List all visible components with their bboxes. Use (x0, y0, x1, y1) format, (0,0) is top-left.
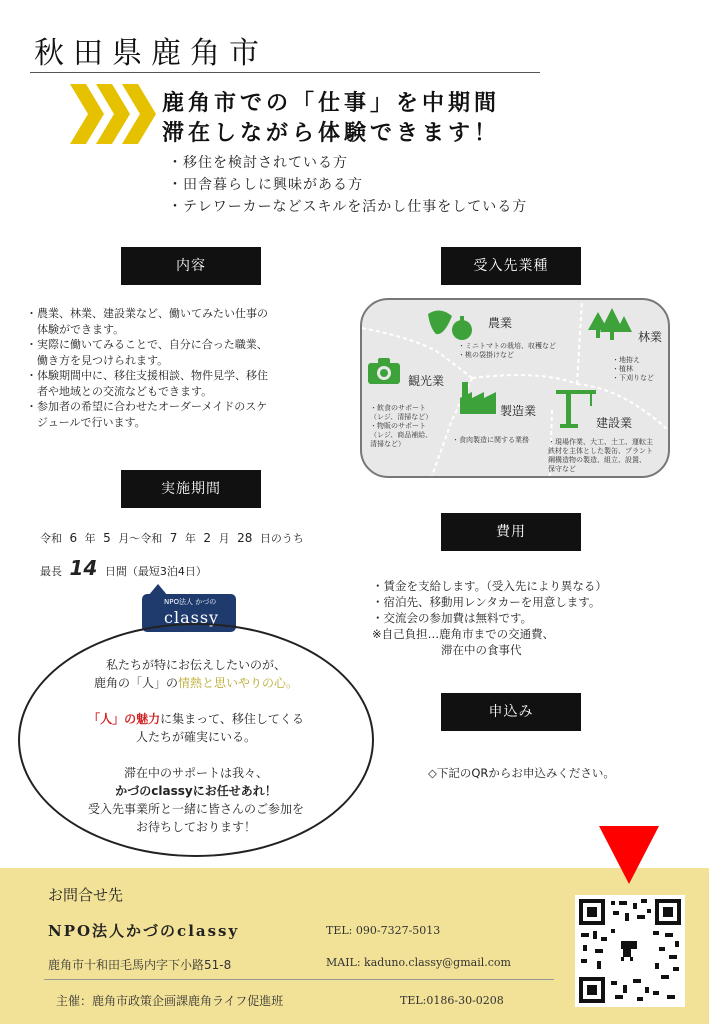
crane-icon (556, 386, 596, 428)
forestry-name: 林業 (638, 330, 663, 344)
message-line: 私たちが特にお伝えしたいのが、 (105, 658, 286, 672)
message-highlight: 情熱と思いやりの心。 (178, 676, 299, 690)
tourism-note: （レジ、商品補給、 (370, 431, 433, 439)
message-segment: に集まって、移住してくる (160, 712, 304, 726)
agriculture-notes (458, 342, 556, 360)
down-arrow-icon (599, 826, 659, 884)
contact-address: 鹿角市十和田毛馬内字下小路51-8 (48, 958, 232, 972)
message-line: 人たちが確実にいる。 (135, 730, 256, 744)
message-line: 滞在中のサポートは我々、 (123, 766, 268, 780)
period-unit: 年 (184, 532, 196, 545)
message-line (40, 710, 352, 728)
construction-note: 保守など (548, 465, 576, 473)
tourism-notes (370, 404, 432, 449)
apply-label: 申込み (441, 693, 581, 731)
tourism-note: 清掃など） (370, 440, 405, 448)
period-year-end: 7 (169, 531, 178, 545)
period-year-start: 6 (69, 531, 78, 545)
longest-prefix: 最長 (40, 565, 62, 578)
cost-line: ※自己負担…鹿角市までの交通費、 (372, 627, 555, 641)
logo-small-text: NPO法人 かづの (164, 598, 217, 606)
cost-line: ・賃金を支給します。（受入先により異なる） (372, 579, 607, 593)
message-line: お待ちしております！ (135, 820, 256, 834)
qr-code[interactable] (575, 895, 685, 1007)
cost-label: 費用 (441, 513, 581, 551)
manufacturing-note: ・食肉製造に関する業務 (452, 436, 529, 444)
period-label: 実施期間 (121, 470, 261, 508)
industries-label: 受入先業種 (441, 247, 581, 285)
period-month-end: 2 (203, 531, 212, 545)
forestry-notes (612, 356, 654, 383)
content-line: 者や地域との交流などもできます。 (26, 384, 213, 398)
message-spacer (40, 692, 352, 710)
content-text (26, 306, 346, 430)
construction-note: ・現場作業、大工、土工、運転主 (548, 438, 653, 446)
factory-icon (460, 382, 496, 414)
longest-days: 14 (69, 556, 98, 580)
content-line: ・農業、林業、建設業など、働いてみたい仕事の (26, 307, 268, 320)
tourism-note: ・物販のサポート (370, 422, 426, 430)
manufacturing-name: 製造業 (500, 404, 537, 418)
longest-suffix: 日間（最短3泊4日） (104, 565, 207, 578)
agriculture-note: ・桃の袋掛けなど (458, 351, 514, 359)
message-segment: 鹿角の「人」の (93, 676, 178, 690)
agriculture-name: 農業 (488, 316, 513, 330)
message-text (40, 656, 352, 836)
cost-line: ・宿泊先、移動用レンタカーを用意します。 (372, 595, 601, 609)
construction-name: 建設業 (596, 416, 633, 430)
headline (162, 88, 500, 148)
target-list (168, 152, 527, 218)
headline-line-1: 鹿角市での「仕事」を中期間 (162, 90, 501, 116)
content-label: 内容 (121, 247, 261, 285)
period-month-start: 5 (103, 531, 111, 545)
chevron-right-icon (70, 84, 156, 144)
sponsor-tel: TEL:0186-30-0208 (400, 994, 504, 1007)
cost-text (372, 578, 692, 658)
content-line: 体験ができます。 (26, 322, 125, 336)
agriculture-note: ・ミニトマトの栽培、収穫など (458, 342, 556, 350)
content-line: ジュールで行います。 (26, 415, 146, 429)
forestry-note: ・地拵え (612, 356, 640, 364)
footer-divider (44, 979, 554, 980)
content-line: 働き方を見つけられます。 (26, 353, 169, 367)
construction-note: 鋼構造物の製造、組立、設置、 (548, 456, 646, 464)
title-underline (30, 72, 540, 73)
manufacturing-notes (452, 436, 529, 445)
construction-note: 鉄材を主体とした製缶、プラント (548, 447, 653, 455)
construction-notes (548, 438, 653, 474)
cost-line: 滞在中の食事代 (372, 643, 522, 657)
sponsor: 主催：鹿角市政策企画課鹿角ライフ促進班 (56, 994, 284, 1008)
organization-name: NPO法人かづのclassy (48, 922, 240, 940)
message-line: かづのclassyにお任せあれ！ (115, 784, 277, 798)
target-item: ・テレワーカーなどスキルを活かし仕事をしている方 (168, 199, 528, 215)
contact-tel: TEL: 090-7327-5013 (326, 924, 441, 937)
page-title: 秋田県鹿角市 (34, 36, 268, 71)
forestry-note: ・下刈りなど (612, 374, 654, 382)
logo-main-text: classy (164, 608, 220, 627)
apply-text: ◇下記のQRからお申込みください。 (428, 766, 615, 780)
tourism-note: ・飲食のサポート (370, 404, 426, 412)
tourism-name: 観光業 (408, 374, 445, 388)
contact-mail[interactable]: MAIL: kaduno.classy@gmail.com (326, 956, 511, 969)
period-era: 令和 (40, 532, 62, 545)
content-line: ・参加者の希望に合わせたオーダーメイドのスケ (26, 400, 268, 413)
tourism-note: （レジ、清掃など） (370, 413, 433, 421)
fruit-icon (426, 306, 476, 342)
forestry-note: ・植林 (612, 365, 633, 373)
content-line: ・体験期間中に、移住支援相談、物件見学、移住 (26, 369, 268, 382)
message-line: 受入先事業所と一緒に皆さんのご参加を (87, 802, 304, 816)
industry-map (360, 298, 670, 478)
tree-icon (588, 308, 632, 342)
period-unit: 月 (218, 532, 230, 545)
period-longest (40, 556, 207, 580)
period-unit: 年 (84, 532, 96, 545)
period-range (40, 530, 304, 546)
period-unit: 月～令和 (118, 532, 163, 545)
target-item: ・田舎暮らしに興味がある方 (168, 177, 363, 193)
contact-label: お問合せ先 (48, 886, 124, 904)
qr-code-icon (575, 895, 685, 1007)
cost-line: ・交流会の参加費は無料です。 (372, 611, 533, 625)
message-highlight: 「人」の魅力 (88, 712, 161, 726)
camera-icon (368, 358, 400, 384)
content-line: ・実際に働いてみることで、自分に合った職業、 (26, 338, 268, 351)
message-line (40, 674, 352, 692)
period-unit: 日のうち (259, 532, 304, 545)
headline-line-2: 滞在しながら体験できます！ (162, 120, 501, 146)
message-spacer (40, 746, 352, 764)
target-item: ・移住を検討されている方 (168, 155, 348, 171)
period-day-end: 28 (237, 531, 253, 545)
